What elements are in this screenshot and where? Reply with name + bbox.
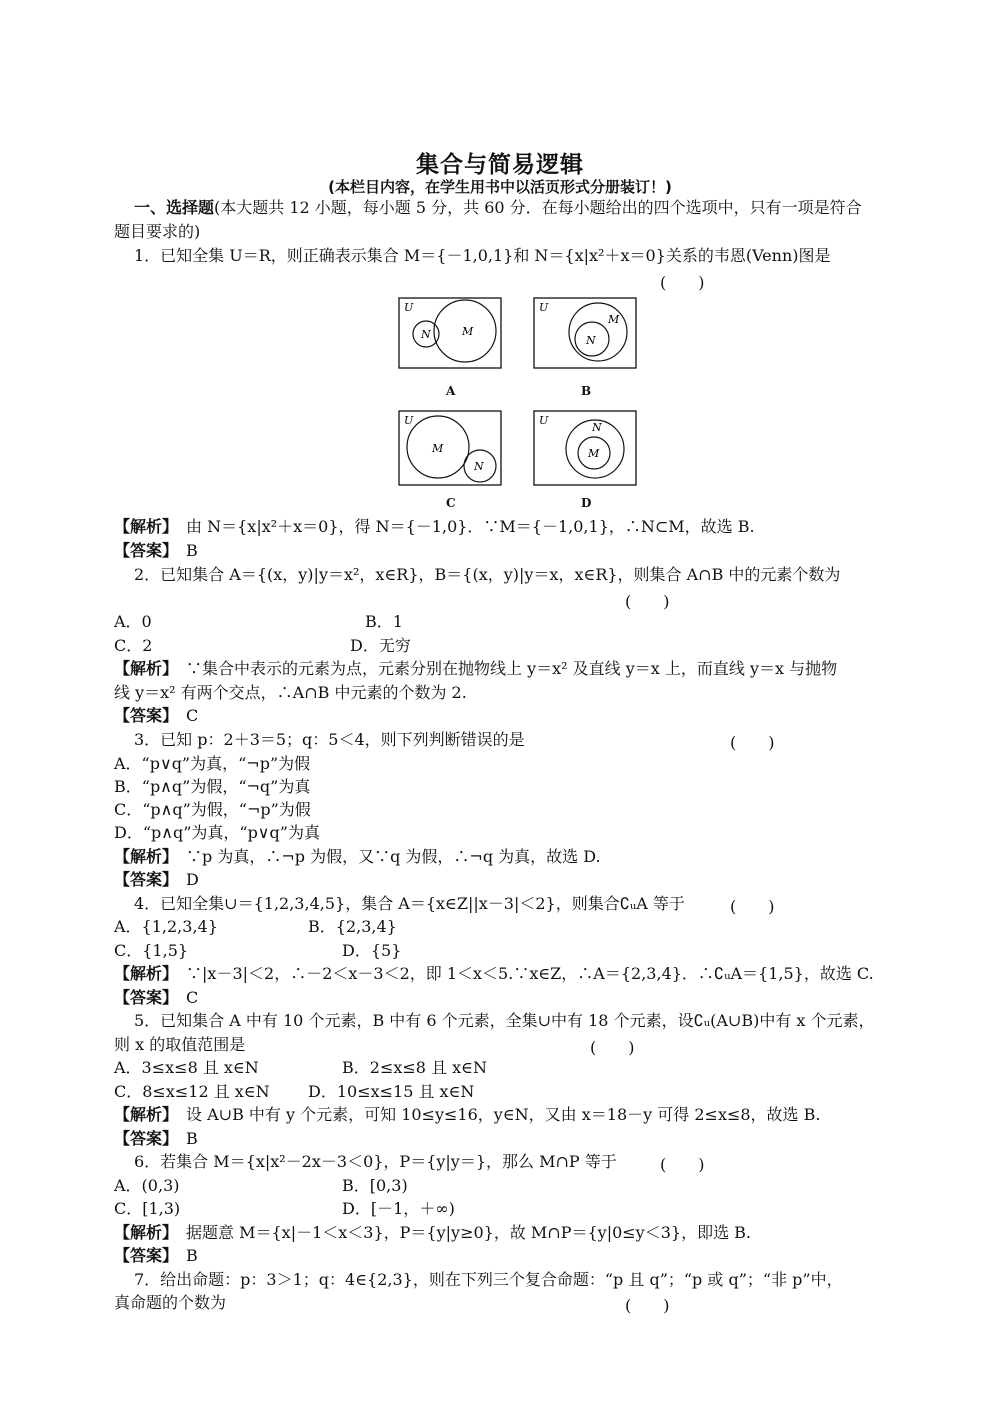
page-title: 集合与简易逻辑 [416,152,584,178]
q5-stem: 5．已知集合 A 中有 10 个元素，B 中有 6 个元素，全集∪中有 18 个元素，设∁ᵤ(A∪B)中有 x 个元素， [134,1011,875,1030]
section-desc-2: 题目要求的) [114,222,201,241]
q4-option-c: C．{1,5} [114,941,189,960]
q3-stem: 3．已知 p：2＋3＝5；q：5＜4，则下列判断错误的是 [134,730,525,749]
venn-a-n: N [421,328,431,341]
q2-stem: 2．已知集合 A＝{(x，y)|y＝x²，x∈R}，B＝{(x，y)|y＝x，x∈R}，则集合 A∩B 中的元素个数为 [134,565,841,584]
q5-option-b: B．2≤x≤8 且 x∈N [342,1058,487,1077]
q5-stem-2: 则 x 的取值范围是 [114,1035,246,1054]
venn-c-n: N [474,460,484,473]
q4-answer: 【答案】 C [114,988,199,1007]
venn-b-n: N [586,334,596,347]
q5-option-c: C．8≤x≤12 且 x∈N [114,1082,270,1101]
venn-c-u: U [404,414,414,427]
q4-option-b: B．{2,3,4} [308,917,397,936]
q6-option-c: C．[1,3) [114,1199,181,1218]
q1-analysis: 【解析】 由 N＝{x|x²＋x＝0}，得 N＝{－1,0}．∵M＝{－1,0,1}，∴N⊂M，故选 B. [114,517,755,536]
q7-stem: 7．给出命题：p：3＞1；q：4∈{2,3}，则在下列三个复合命题：“p 且 q”；“p 或 q”；“非 p”中， [134,1270,843,1289]
q3-option-c: C．“p∧q”为假，“¬p”为假 [114,800,311,819]
venn-a-u: U [404,301,414,314]
q6-paren: ( ) [660,1155,705,1174]
q6-option-a: A．(0,3) [114,1176,180,1195]
q3-paren: ( ) [730,733,775,752]
q4-stem: 4．已知全集∪＝{1,2,3,4,5}，集合 A＝{x∈Z||x－3|＜2}，则集合∁ᵤA 等于 [134,894,685,913]
venn-diagram-d [533,410,637,486]
venn-d-m: M [588,447,600,460]
q4-analysis: 【解析】 ∵|x－3|＜2，∴－2＜x－3＜2，即 1＜x＜5.∵x∈Z，∴A＝{2,3,4}．∴∁ᵤA＝{1,5}，故选 C. [114,964,874,983]
venn-diagram-b [533,297,637,369]
q4-paren: ( ) [730,897,775,916]
q5-option-d: D．10≤x≤15 且 x∈N [308,1082,475,1101]
venn-b-u: U [539,301,549,314]
q1-answer: 【答案】 B [114,541,198,560]
q4-option-a: A．{1,2,3,4} [114,917,218,936]
q3-option-a: A．“p∨q”为真，“¬p”为假 [114,754,311,773]
q1-stem: 1．已知全集 U＝R，则正确表示集合 M＝{－1,0,1}和 N＝{x|x²＋x＝0}关系的韦恩(Venn)图是 [134,246,831,265]
q2-option-d: D．无穷 [350,636,411,655]
q7-paren: ( ) [625,1296,670,1315]
venn-c-m: M [432,442,444,455]
venn-d-u: U [539,414,549,427]
section-intro [134,198,862,218]
q5-answer: 【答案】 B [114,1129,198,1148]
q6-option-b: B．[0,3) [342,1176,408,1195]
q6-option-d: D．[－1，＋∞) [342,1199,455,1218]
q2-option-a: A．0 [114,612,152,631]
q5-analysis: 【解析】 设 A∪B 中有 y 个元素，可知 10≤y≤16，y∈N，又由 x＝18－y 可得 2≤x≤8，故选 B. [114,1105,821,1124]
q3-analysis: 【解析】 ∵p 为真，∴¬p 为假，又∵q 为假，∴¬q 为真，故选 D. [114,847,601,866]
q2-analysis-2: 线 y＝x² 有两个交点，∴A∩B 中元素的个数为 2. [114,683,467,702]
q2-paren: ( ) [625,592,670,611]
q4-option-d: D．{5} [342,941,402,960]
section-desc-1: (本大题共 12 小题，每小题 5 分，共 60 分．在每小题给出的四个选项中，只有一项是符合 [214,198,862,217]
q2-option-c: C．2 [114,636,153,655]
q6-analysis: 【解析】 据题意 M＝{x|－1＜x＜3}，P＝{y|y≥0}，故 M∩P＝{y|0≤y＜3}，即选 B. [114,1223,752,1242]
page-subtitle: (本栏目内容，在学生用书中以活页形式分册装订！) [328,178,672,196]
venn-diagram-c [398,410,502,486]
venn-diagram-a [398,297,502,369]
q3-option-d: D．“p∧q”为真，“p∨q”为真 [114,823,320,842]
q5-paren: ( ) [590,1038,635,1057]
venn-c-caption: C [446,496,456,510]
q6-stem: 6．若集合 M＝{x|x²－2x－3＜0}，P＝{y|y＝}，那么 M∩P 等于 [134,1152,617,1171]
venn-a-m: M [462,325,474,338]
venn-b-caption: B [581,384,592,398]
q3-answer: 【答案】 D [114,870,199,889]
q2-analysis: 【解析】 ∵集合中表示的元素为点，元素分别在抛物线上 y＝x² 及直线 y＝x 上，而直线 y＝x 与抛物 [114,659,838,678]
q7-stem-2: 真命题的个数为 [114,1293,227,1312]
venn-d-n: N [592,421,602,434]
venn-b-m: M [608,313,620,326]
q3-option-b: B．“p∧q”为假，“¬q”为真 [114,777,311,796]
venn-c-universe [399,411,501,485]
q5-option-a: A．3≤x≤8 且 x∈N [114,1058,259,1077]
q2-answer: 【答案】 C [114,706,199,725]
venn-b-circle-m [569,303,627,361]
section-heading: 一、选择题 [134,198,215,217]
q1-paren: ( ) [660,273,705,292]
q2-option-b: B．1 [365,612,403,631]
venn-d-caption: D [581,496,592,510]
q6-answer: 【答案】 B [114,1246,198,1265]
venn-a-caption: A [446,384,456,398]
